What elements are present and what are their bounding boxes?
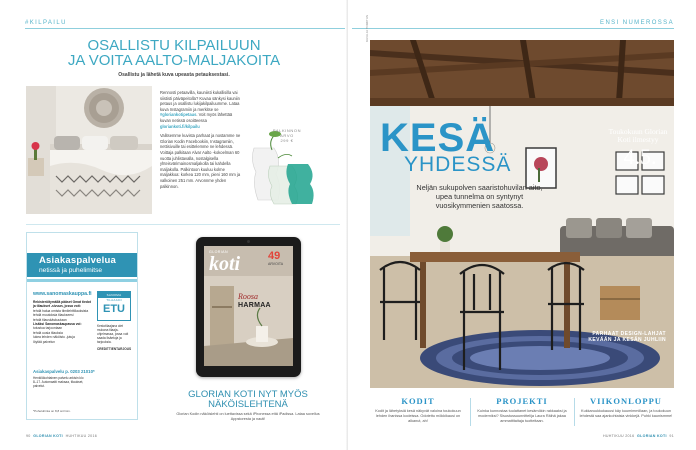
ad-side-text: Kestotilaajana olet mukana tilaaja-ohjelmassa, jossa voit saada lisäetuja ja tarjouksia. (97, 324, 129, 345)
prize-value: 299 € (280, 138, 294, 143)
contest-title (40, 38, 308, 68)
digital-edition-title (162, 390, 334, 410)
feature-title: KESÄ (380, 116, 496, 160)
design-gifts-tag (588, 331, 666, 343)
contest-body-paragraph2: Valitsemme kuvista parhaat ja nostamme ne Glorian Kodin Facebookiin, Instagramiin, nettisivuille tai esittelemme ne lehdessä. Voittaja palkitaan Alvar Aalto -kokoelman 60 vuotta juhlistavalla, nostalgisella yhteisvärimainosmaljakolla tai kahdella maljakolla. Palkintoon kuuluu kolme maljakkoa: korkea 120 mm, pieni 160 mm ja valkoinen 251 mm. Arvonnme yhden palkinnon. (160, 133, 241, 189)
column-divider (470, 398, 471, 426)
ad-list-item: tehdä tilauskäskuutaan (33, 317, 67, 322)
photo-credit: KUVA JA TOIMITUS (365, 14, 369, 42)
contest-body (160, 90, 242, 193)
ad-title: Asiakaspalvelua (39, 255, 116, 266)
tablet-device (196, 237, 301, 377)
ad-stripe (27, 279, 138, 282)
badge-brand: SANOMA (98, 292, 130, 298)
ad-sidebar (97, 291, 135, 352)
ad-feature-list (33, 300, 91, 344)
column-viikonloppu (578, 396, 674, 419)
column-divider (574, 398, 575, 426)
folio-issue: HUHTIKUU 2016 (602, 434, 635, 438)
ad-footnote: *Puheluhinta on 8,8 snt/min. (33, 409, 71, 413)
folio-brand: GLORIAN KOTI (637, 434, 667, 438)
ad-list-heading: Rekisteröitymällä pääset Omat tiedot ja tilaukset -sivuun, jossa voit: (33, 300, 91, 309)
running-head-rule-right (352, 28, 674, 29)
folio-page-number: 91 (669, 434, 674, 438)
digital-edition-title-line1: GLORIAN KOTI NYT MYÖS (188, 389, 308, 400)
ad-list2-item: löytää palvelun (33, 339, 55, 344)
column-kodit (370, 396, 466, 424)
bedroom-photo (26, 86, 152, 214)
tablet-camera (247, 240, 250, 243)
ad-phone-note: Henkilökohtainen palvelu arkisin klo 8–17. Automaatti maksaa, tilaukset, palvelut. (33, 376, 84, 389)
ad-url-link[interactable]: www.sanomaskauppa.fi (33, 291, 92, 297)
ad-subtitle: netissä ja puhelimitse (39, 267, 103, 274)
magazine-brand: koti (209, 253, 241, 275)
contest-body-paragraph1 (160, 90, 242, 129)
contest-subtitle: Osallistu ja lähetä kuva upeasta petauksestasi. (118, 72, 230, 78)
ad-list-item: tehdä halua omista tiimilehtitilauksista (33, 308, 89, 313)
next-issue-date: 4.5. (623, 144, 657, 169)
column-text: Kukkaruukkukauusi käy kuumimmillaan, ja toukokuun lehdestä saa ajankohtaisia vinkkejä. Puhki kaunismme! (579, 409, 673, 418)
contest-body-text-b: . Voit myös lähettää kuvan netissä osoitteessa (160, 112, 233, 123)
badge-top-label: TILAAJAN (106, 298, 122, 303)
design-tag-line2: KEVÄÄN JA KESÄN JUHLIIN (588, 337, 666, 343)
contest-title-line2: JA VOITA AALTO-MALJAKOITA (67, 52, 281, 69)
design-tag-line1: PARHAAT DESIGN-LAHJAT (592, 331, 666, 337)
tilaajan-etu-badge (97, 291, 131, 321)
prize-label-2: ARVO (280, 133, 294, 138)
contest-body-text-a: Rennosti petaavilla, kauniisti kukallisilla vai siististi päiväpeitolla? Kuvaa sänkysi kauniin petaus ja osallistu lukijakilpailuumme. Lataa kuva Instagramiin ja merkitse se (160, 90, 240, 112)
contest-title-line1: OSALLISTU KILPAILUUN (87, 37, 261, 54)
magazine-brand-small: GLORIAN (209, 250, 228, 254)
digital-edition-body: Glorian Kodin näköislehti on luettavissa sekä iPhonessa että iPadissa. Lataa sovellus Appstoresta ja nauti! (176, 412, 320, 421)
feature-intro: Neljän sukupolven saaristohuvilan aito, upea tunnelma on syntynyt vuosikymmenien saatossa. (416, 183, 543, 210)
magazine-issue-number: 49 (268, 250, 281, 262)
feature-subtitle: YHDESSÄ (404, 153, 512, 176)
ad-list2-heading: Lisäksi Sanomaskaupassa voi: (33, 322, 82, 327)
magazine-cover-tag: ARVOITA (268, 262, 284, 266)
running-head-left: #KILPAILU (25, 20, 67, 26)
customer-service-ad (26, 232, 138, 420)
column-title: KODIT (401, 396, 435, 406)
magazine-headline-caps: HARMAA (238, 302, 271, 309)
digital-edition-title-line2: NÄKÖISLEHTENÄ (208, 399, 288, 410)
running-head-rule (25, 28, 345, 29)
folio-issue: HUHTIKUU 2016 (65, 434, 98, 438)
ad-list2-item: tehdä uusia tilauksia (33, 330, 63, 335)
next-issue-note: Toukokuun Glorian Koti ilmestyy (608, 127, 668, 144)
running-head-right: ENSI NUMEROSSA (600, 20, 674, 26)
prize-value-badge (272, 128, 302, 143)
contest-link[interactable]: gloriankoti.fi/kilpailu (160, 123, 200, 129)
column-title: PROJEKTI (496, 396, 548, 406)
column-title: VIIKONLOPPU (590, 396, 662, 406)
next-issue-columns (370, 396, 674, 436)
folio-page-number: 90 (26, 434, 31, 438)
folio-left (26, 434, 97, 438)
magazine-headline-script: Roosa (238, 292, 258, 301)
ad-phone: Asiakaspalvelu p. 0203 21010* (33, 369, 95, 374)
contest-hashtag[interactable]: #gloriankotipetaus (160, 112, 197, 118)
ad-list2-item: lukea lehden näköistu -jutuja (33, 335, 75, 340)
ad-side-heading: CREDITTIENTARJOUS (97, 347, 132, 352)
tablet-screen[interactable] (204, 246, 293, 366)
right-page (348, 0, 696, 450)
bedroom-illustration (26, 86, 152, 214)
prize-label-1: PALKINNON (272, 128, 302, 133)
badge-main-label: ETU (103, 303, 125, 316)
ad-list-item: tehdä muutoksia tilaukseesi (33, 313, 74, 318)
section-divider (26, 224, 340, 225)
ad-list2-item: tutustua tarjoontaan (33, 326, 63, 331)
folio-right (603, 434, 674, 438)
column-text: Kodit ja lähetyksiä kesä näkyvät valoina toukokuun lehden ihanissa kodeissa. Odotettu mökkikausi on alkanut, ah! (375, 409, 461, 423)
column-projekti (474, 396, 570, 424)
column-text: Kuinka kunnostaa tuulattanet kesämökin rakkaaksi ja moderniksi? Sisustussuunnittelija Laura Räihä jakaa ammattitaitaja tuotteitaan. (477, 409, 567, 423)
folio-brand: GLORIAN KOTI (33, 434, 63, 438)
